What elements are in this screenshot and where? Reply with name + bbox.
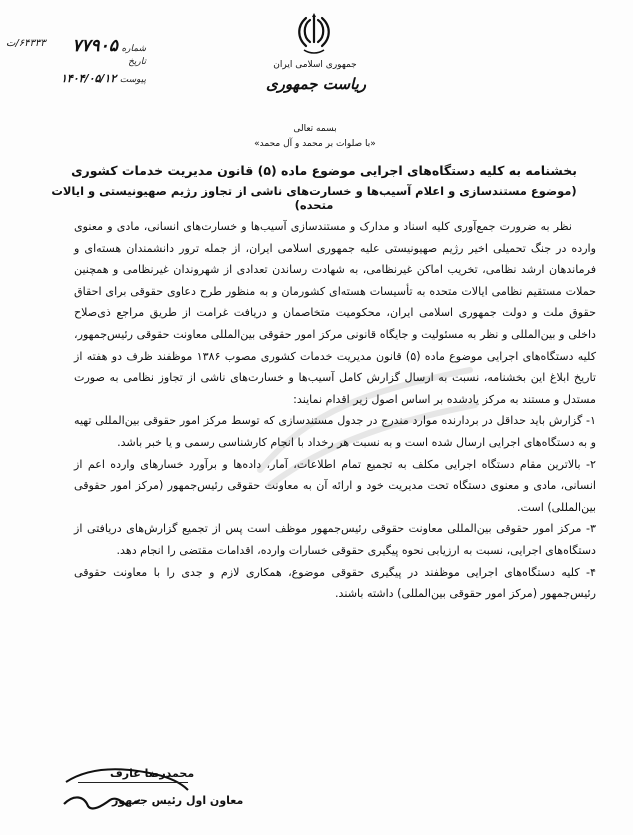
letterhead-republic: جمهوری اسلامی ایران — [273, 60, 357, 70]
meta-attachment-label: پیوست — [119, 75, 146, 85]
body-item-1: ۱- گزارش باید حداقل در بردارنده موارد مندرج در جدول مستندسازی که توسط مرکز امور حقوقی بین‌المللی تهیه و به دستگاه‌های اجرایی ارسال شده است و به نسبت هر رخداد با انجام کارشناسی رسمی و یا خبر باشد. — [74, 414, 596, 449]
meta-date-row — [6, 54, 146, 72]
meta-number-prefix: ۶۴۳۳۳/ت — [6, 38, 46, 49]
signatory-name: محمدرضا عارف — [110, 767, 195, 780]
meta-date-label: تاریخ — [128, 57, 146, 67]
body-intro: نظر به ضرورت جمع‌آوری کلیه اسناد و مدارک و مستندسازی آسیب‌ها و خسارت‌های انسانی، مادی و معنوی وارده در جنگ تحمیلی اخیر رژیم صهیونیستی علیه جمهوری اسلامی ایران، از جمله ترور دانشمندان هسته‌ای و فرماندهان ارشد نظامی، تخریب اماکن غیرنظامی، به شهادت رساندن تعدادی از شهروندان غیرنظامی و همچنین حملات مستقیم نظامی ایالات متحده به تأسیسات هسته‌ای کشورمان و به منظور طرح دعاوی حقوقی برای احقاق حقوق ملت و دولت جمهوری اسلامی ایران، محکومیت متخاصمان و دریافت غرامت از طریق مراجع ذی‌صلاح داخلی و بین‌المللی و نظر به مسئولیت و جایگاه قانونی مرکز امور حقوقی بین‌المللی معاونت حقوقی رئیس‌جمهور، کلیه دستگاه‌های اجرایی موضوع ماده (۵) قانون مدیریت خدمات کشوری مصوب ۱۳۸۶ موظفند ظرف دو هفته از تاریخ ابلاغ این بخشنامه، نسبت به ارسال گزارش کامل آسیب‌ها و خسارت‌های ناشی از تجاوز نظامی به صورت مستدل و مستند به مرکز یادشده بر اساس اصول زیر اقدام نمایند: — [74, 220, 596, 406]
body-item-4: ۴- کلیه دستگاه‌های اجرایی موظفند در پیگیری حقوقی موضوع، همکاری لازم و جدی را با معاونت حقوقی رئیس‌جمهور (مرکز امور حقوقی بین‌المللی) داشته باشند. — [74, 565, 596, 601]
body-item-3: ۳- مرکز امور حقوقی بین‌المللی معاونت حقوقی رئیس‌جمهور موظف است پس از تجمیع گزارش‌های دریافتی از دستگاه‌های اجرایی، نسبت به ارزیابی نحوه پیگیری حقوقی خسارات وارده، اقدامات مقتضی را انجام دهد. — [74, 522, 596, 557]
iran-emblem-icon — [296, 12, 332, 56]
meta-number-label: شماره — [121, 44, 146, 54]
body-item-2: ۲- بالاترین مقام دستگاه اجرایی مکلف به تجمیع تمام اطلاعات، آمار، داده‌ها و برآورد خسارهای وارده اعم از انسانی، مادی و معنوی دستگاه تحت مدیریت خود و ارائه آن به معاونت حقوقی رئیس‌جمهور (مرکز امور حقوقی بین‌المللی) است. — [74, 457, 596, 514]
bismillah: بسمه تعالی — [293, 124, 337, 134]
signature-underline — [78, 782, 188, 783]
letter-body — [74, 216, 596, 605]
meta-date-value: ۱۴۰۴/۰۵/۱۲ — [60, 72, 117, 85]
letter-title: بخشنامه به کلیه دستگاه‌های اجرایی موضوع ماده (۵) قانون مدیریت خدمات کشوری — [71, 163, 577, 178]
salawat: «با صلوات بر محمد و آل محمد» — [254, 139, 376, 149]
letter-subtitle: (موضوع مستندسازی و اعلام آسیب‌ها و خسارت‌های ناشی از تجاوز رژیم صهیونیستی و ایالات متحده) — [51, 184, 577, 212]
letter-meta — [6, 36, 146, 90]
meta-number-row — [6, 36, 146, 54]
meta-attachment-row — [6, 72, 146, 90]
letterhead-presidency: ریاست جمهوری — [265, 75, 367, 93]
meta-number-value: ۷۷۹۰۵ — [72, 36, 118, 56]
signatory-title: معاون اول رئیس جمهور — [112, 794, 244, 807]
